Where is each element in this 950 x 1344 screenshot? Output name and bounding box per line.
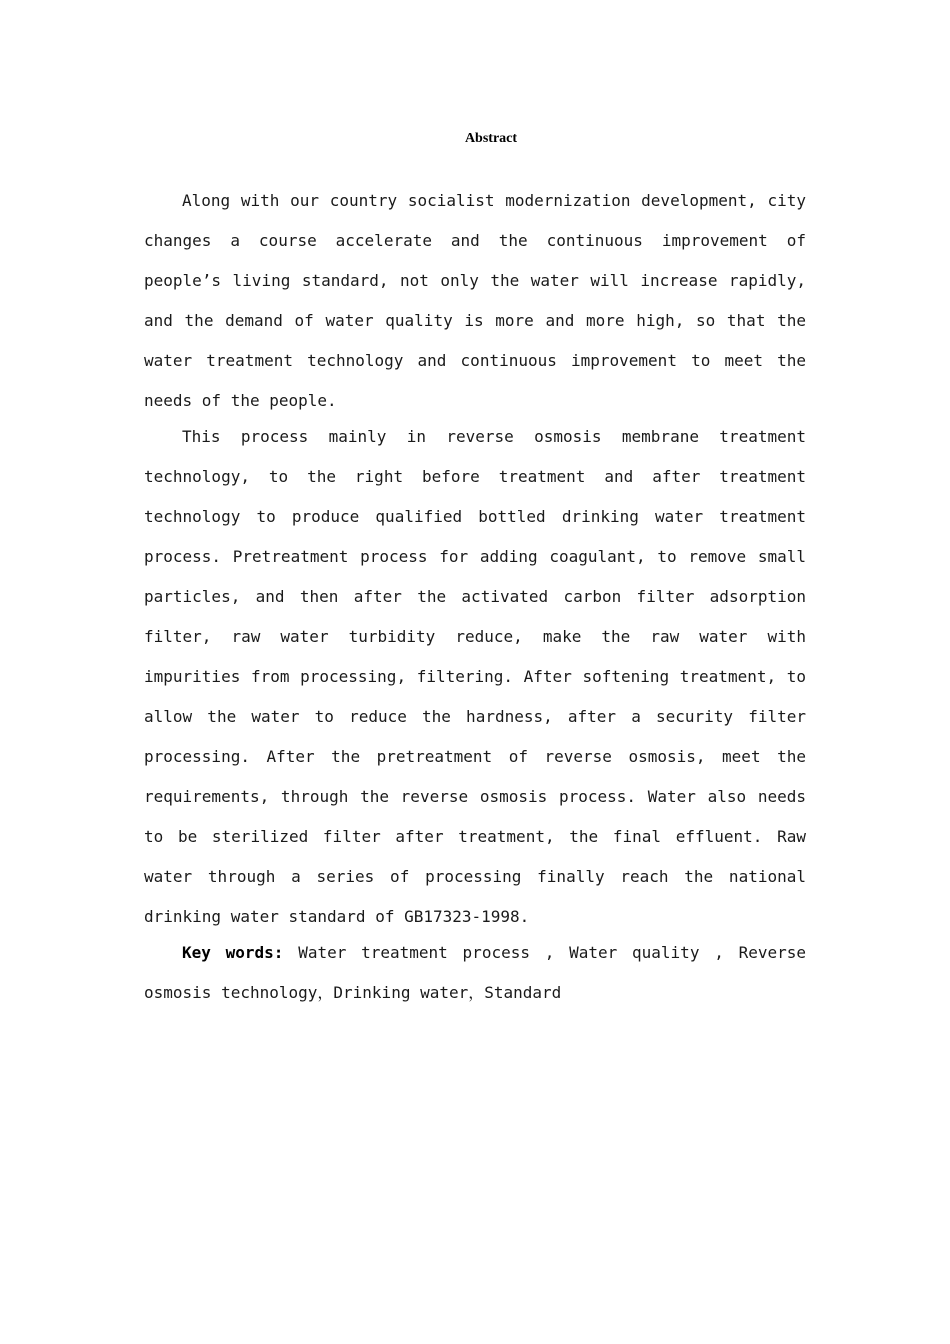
- keywords-paragraph: [144, 933, 806, 1013]
- abstract-paragraph-2: This process mainly in reverse osmosis membrane treatment technology, to the right before treatment and after treatment technology to produce qualified bottled drinking water treatment process. Pretreatment process for adding coagulant, to remove small particles, and then after the activated carbon filter adsorption filter, raw water turbidity reduce, make the raw water with impurities from processing, filtering. After softening treatment, to allow the water to reduce the hardness, after a security filter processing. After the pretreatment of reverse osmosis, meet the requirements, through the reverse osmosis process. Water also needs to be sterilized filter after treatment, the final effluent. Raw water through a series of processing finally reach the national drinking water standard of GB17323-1998.: [144, 427, 806, 926]
- abstract-paragraph-1: Along with our country socialist modernization development, city changes a course accelerate and the continuous improvement of people’s living standard, not only the water will increase rapidly, and the demand of water quality is more and more high, so that the water treatment technology and continuous improvement to meet the needs of the people.: [144, 191, 806, 410]
- abstract-body: [144, 181, 806, 1009]
- keywords-text: Water treatment process , Water quality , Reverse osmosis technology，Drinking water，Standard: [144, 943, 807, 1002]
- abstract-title: Abstract: [464, 131, 518, 146]
- keywords-label: Key words:: [182, 943, 284, 962]
